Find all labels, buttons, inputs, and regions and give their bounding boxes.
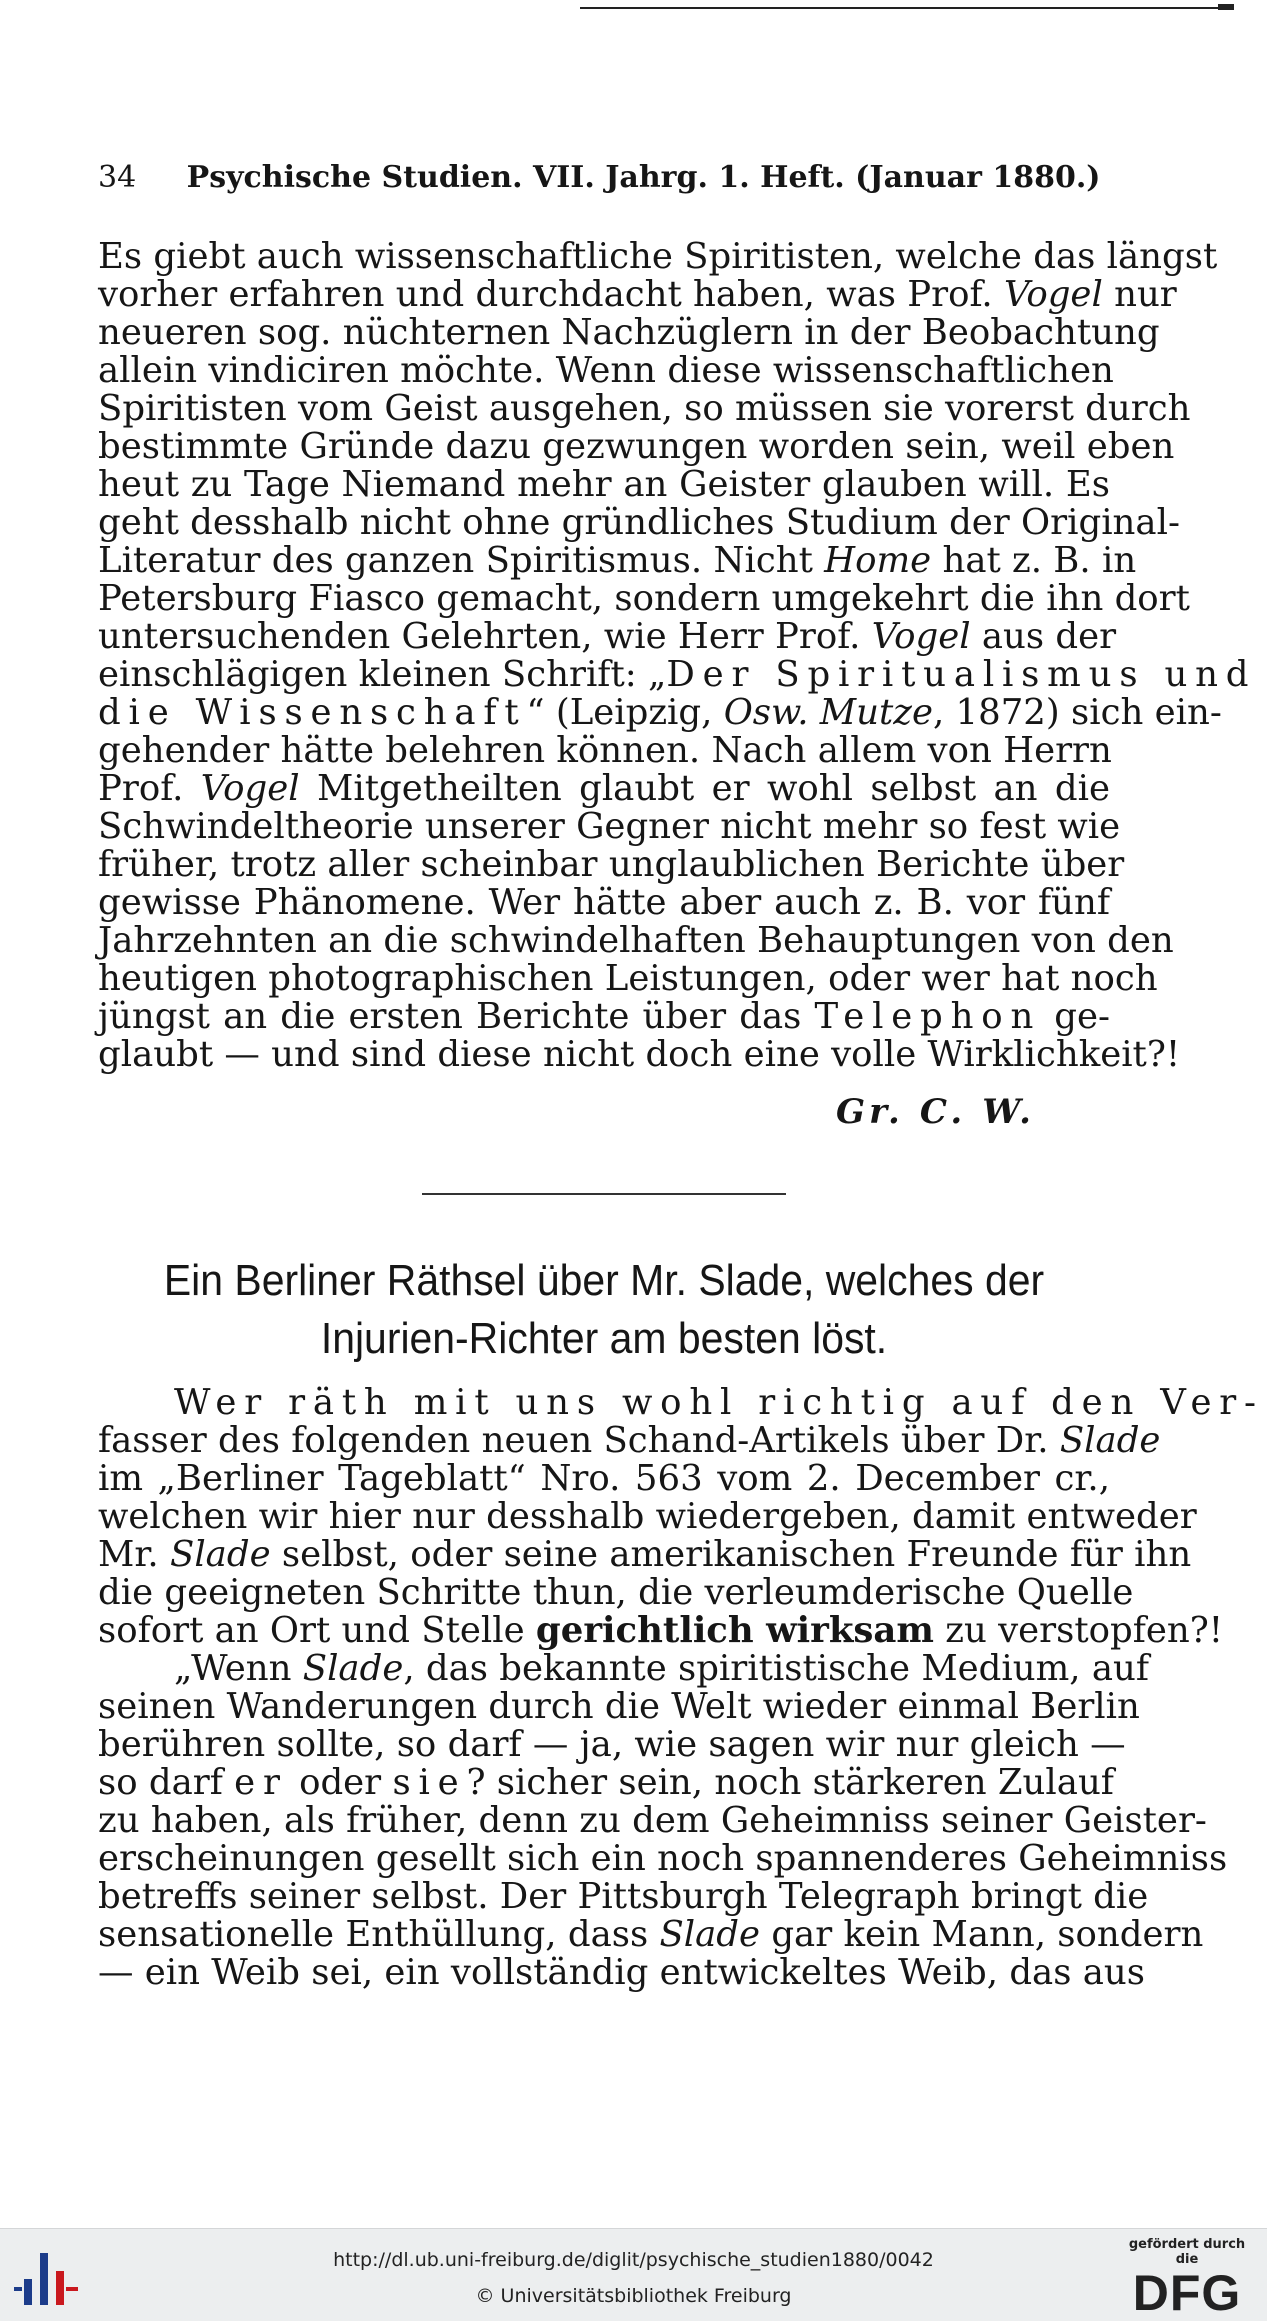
heading-line-1: Ein Berliner Räthsel über Mr. Slade, welches der	[163, 1256, 1045, 1305]
text-line	[98, 998, 1110, 1036]
spaced-run: er	[234, 1762, 288, 1803]
text-line	[98, 1034, 1181, 1075]
text-run: erscheinungen gesellt sich ein noch spannenderes Geheimniss	[98, 1838, 1228, 1879]
text-line	[98, 1648, 1150, 1689]
text-run: ge-	[1041, 996, 1110, 1037]
text-run: Prof.	[98, 768, 201, 809]
text-line	[98, 732, 1110, 770]
text-run: Literatur des ganzen Spiritismus. Nicht	[98, 540, 825, 581]
text-run: untersuchenden Gelehrten, wie Herr Prof.	[98, 616, 872, 657]
text-line	[98, 1382, 1264, 1423]
section-separator	[422, 1193, 786, 1195]
text-run: bestimmte Gründe dazu gezwungen worden sein, weil eben	[98, 426, 1175, 467]
text-line	[98, 1838, 1228, 1879]
heading-line-2: Injurien-Richter am besten löst.	[320, 1314, 888, 1363]
text-run: welchen wir hier nur desshalb wiedergeben, damit entweder	[98, 1496, 1197, 1537]
text-line	[98, 350, 1114, 391]
footer-copyright: © Universitätsbibliothek Freiburg	[475, 2285, 792, 2307]
text-run: betreffs seiner selbst. Der Pittsburgh Telegraph bringt die	[98, 1876, 1149, 1917]
italic-run: Vogel	[200, 768, 300, 809]
top-rule	[580, 7, 1233, 9]
text-line	[98, 388, 1191, 429]
text-line	[98, 274, 1177, 315]
text-run: Schwindeltheorie unserer Gegner nicht mehr so fest wie	[98, 806, 1121, 847]
text-line	[98, 1534, 1192, 1575]
text-run: Mr.	[98, 1534, 170, 1575]
text-run: , das bekannte spiritistische Medium, auf	[403, 1648, 1150, 1689]
spaced-run: Telephon	[814, 996, 1042, 1037]
text-run: — ein Weib sei, ein vollständig entwickeltes Weib, das aus	[98, 1952, 1145, 1993]
text-line	[98, 616, 1117, 657]
text-line	[98, 958, 1158, 999]
text-line	[98, 920, 1174, 961]
text-line	[98, 844, 1125, 885]
text-run: ? sicher sein, noch stärkeren Zulauf	[466, 1762, 1114, 1803]
paragraph-block-2	[98, 1382, 1264, 1993]
footer-url[interactable]: http://dl.ub.uni-freiburg.de/diglit/psychische_studien1880/0042	[333, 2249, 934, 2271]
viewer-footer	[0, 2228, 1267, 2321]
text-line	[98, 1724, 1126, 1765]
text-run: fasser des folgenden neuen Schand-Artikels über Dr.	[98, 1420, 1060, 1461]
running-head	[98, 160, 1108, 195]
text-run: jüngst an die ersten Berichte über das	[98, 996, 815, 1037]
running-title: Psychische Studien. VII. Jahrg. 1. Heft. (Januar 1880.)	[186, 160, 1101, 195]
italic-run: Vogel	[871, 616, 971, 657]
text-run: nur	[1102, 274, 1177, 315]
text-line	[98, 1572, 1134, 1613]
spaced-run: sie	[392, 1762, 467, 1803]
text-line	[98, 1460, 1110, 1498]
dfg-tagline: gefördert durch die	[1128, 2237, 1246, 2267]
text-run: Es giebt auch wissenschaftliche Spiritisten, welche das längst	[98, 236, 1218, 277]
text-run: Spiritisten vom Geist ausgehen, so müssen sie vorerst durch	[98, 388, 1191, 429]
text-line	[98, 1876, 1149, 1917]
text-run: zu haben, als früher, denn zu dem Geheimniss seiner Geister-	[98, 1800, 1207, 1841]
text-line	[98, 1686, 1140, 1727]
text-line	[98, 1800, 1207, 1841]
text-run: selbst, oder seine amerikanischen Freunde für ihn	[270, 1534, 1192, 1575]
text-run: zu verstopfen?!	[933, 1610, 1224, 1651]
text-run: gar kein Mann, sondern	[760, 1914, 1204, 1955]
text-line	[98, 236, 1218, 277]
text-line	[98, 1762, 1114, 1803]
text-line	[98, 1914, 1204, 1955]
italic-run: Slade	[170, 1534, 271, 1575]
italic-run: Slade	[1059, 1420, 1161, 1461]
text-run: heut zu Tage Niemand mehr an Geister glauben will. Es	[98, 464, 1110, 505]
text-run: , 1872) sich ein-	[932, 692, 1222, 733]
text-line	[98, 312, 1160, 353]
text-run: früher, trotz aller scheinbar unglaublichen Berichte über	[98, 844, 1125, 885]
text-run: oder	[287, 1762, 393, 1803]
text-line	[98, 654, 1257, 695]
text-run: Mitgetheilten glaubt er wohl selbst an die	[299, 768, 1110, 809]
text-run: glaubt — und sind diese nicht doch eine volle Wirklichkeit?!	[98, 1034, 1181, 1075]
text-run: so darf	[98, 1762, 235, 1803]
text-line	[98, 1610, 1224, 1651]
text-run: heutigen photographischen Leistungen, oder wer hat noch	[98, 958, 1158, 999]
text-run: „Wenn	[174, 1648, 303, 1689]
text-run: berühren sollte, so darf — ja, wie sagen wir nur gleich —	[98, 1724, 1126, 1765]
text-line	[98, 578, 1190, 619]
paragraph-block-1	[98, 236, 1257, 1075]
signature: Gr. C. W.	[836, 1092, 1036, 1132]
italic-run: Vogel	[1003, 274, 1103, 315]
text-line	[98, 884, 1110, 922]
text-line	[98, 770, 1110, 808]
text-run: im „Berliner Tageblatt“ Nro. 563 vom 2. December cr.,	[98, 1458, 1110, 1499]
article-heading	[133, 1252, 1074, 1368]
text-run: allein vindiciren möchte. Wenn diese wissenschaftlichen	[98, 350, 1114, 391]
italic-run: Osw. Mutze	[723, 692, 933, 733]
text-run: sofort an Ort und Stelle	[98, 1610, 536, 1651]
spaced-run: Der Spiritualismus und	[666, 654, 1257, 695]
text-run: Petersburg Fiasco gemacht, sondern umgekehrt die ihn dort	[98, 578, 1190, 619]
text-run: “ (Leipzig,	[526, 692, 724, 733]
page-number: 34	[98, 160, 137, 195]
text-run: sensationelle Enthüllung, dass	[98, 1914, 660, 1955]
dfg-logo-text: DFG	[1132, 2265, 1242, 2321]
text-line	[98, 692, 1222, 733]
text-line	[98, 1496, 1197, 1537]
top-rule-mark	[1218, 4, 1234, 10]
italic-run: Slade	[302, 1648, 404, 1689]
spaced-run: Wer räth mit uns wohl richtig auf den Ver-	[174, 1382, 1264, 1423]
bold-run: gerichtlich wirksam	[535, 1610, 934, 1651]
text-run: vorher erfahren und durchdacht haben, was Prof.	[98, 274, 1004, 315]
text-run: einschlägigen kleinen Schrift: „	[98, 654, 667, 695]
text-line	[98, 502, 1180, 543]
text-line	[98, 806, 1121, 847]
text-run: Jahrzehnten an die schwindelhaften Behauptungen von den	[98, 920, 1174, 961]
text-run: neueren sog. nüchternen Nachzüglern in der Beobachtung	[98, 312, 1160, 353]
text-run: hat z. B. in	[931, 540, 1137, 581]
text-line	[98, 1420, 1161, 1461]
italic-run: Slade	[659, 1914, 761, 1955]
text-run: geht desshalb nicht ohne gründliches Studium der Original-	[98, 502, 1180, 543]
dfg-logo	[1121, 2235, 1253, 2321]
text-line	[98, 466, 1110, 504]
text-run: gewisse Phänomene. Wer hätte aber auch z. B. vor fünf	[98, 882, 1110, 923]
text-run: seinen Wanderungen durch die Welt wieder einmal Berlin	[98, 1686, 1140, 1727]
text-line	[98, 540, 1137, 581]
text-run: aus der	[970, 616, 1117, 657]
text-line	[98, 426, 1175, 467]
text-line	[98, 1952, 1145, 1993]
text-run: die geeigneten Schritte thun, die verleumderische Quelle	[98, 1572, 1134, 1613]
text-run: gehender hätte belehren können. Nach allem von Herrn	[98, 730, 1112, 771]
spaced-run: die Wissenschaft	[98, 692, 527, 733]
italic-run: Home	[824, 540, 932, 581]
